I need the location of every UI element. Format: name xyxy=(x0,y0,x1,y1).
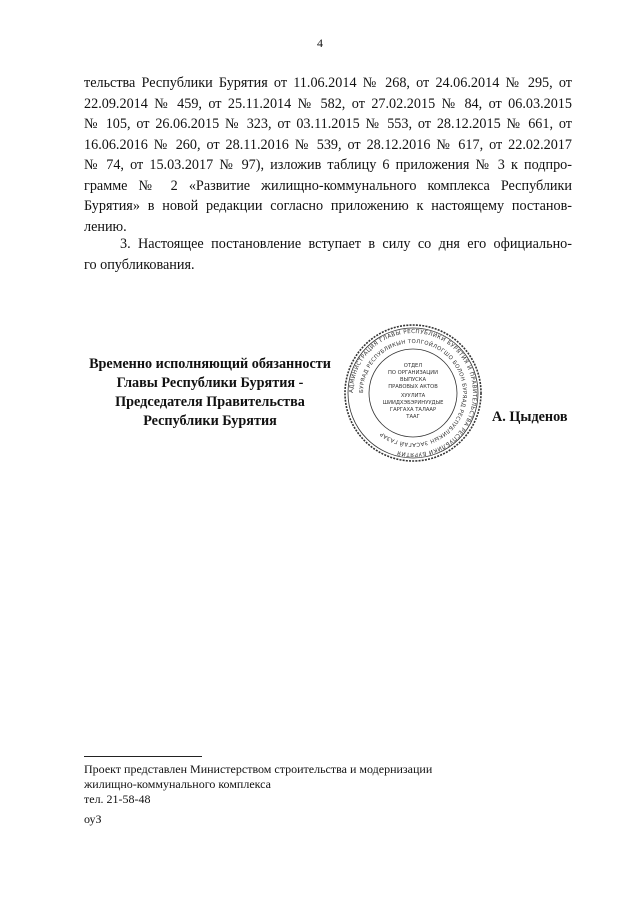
signatory-title-line: Республики Бурятия xyxy=(143,413,277,429)
text-line: Бурятия» в новой редакции согласно приложению к настоящему постанов- xyxy=(84,198,572,214)
seal-outer-text: АДМИНИСТРАЦИЯ ГЛАВЫ РЕСПУБЛИКИ БУРЯТИЯ И ПРАВИТЕЛЬСТВА РЕСПУБЛИКИ БУРЯТИЯ xyxy=(348,328,478,458)
signatory-title-line: Главы Республики Бурятия - xyxy=(116,375,304,391)
seal-inner-text: БУРЯАД РЕСПУБЛИКЫН ТОЛГОЙЛОГШО БОЛОН БУРЯАД РЕСПУБЛИКЫН ЗАСАГАЙ ГАЗАР xyxy=(358,338,468,448)
text-line: 3. Настоящее постановление вступает в силу со дня его официально- xyxy=(120,236,572,252)
text-line: го опубликования. xyxy=(84,256,195,273)
signatory-title xyxy=(80,355,340,431)
footnote-line: Проект представлен Министерством строительства и модернизации xyxy=(84,762,433,776)
seal-center-line: ГАРГАХА ТАЛААР xyxy=(389,407,437,413)
text-line: № 74, от 15.03.2017 № 97), изложив таблицу 6 приложения № 3 к подпро- xyxy=(84,157,572,173)
page-number: 4 xyxy=(317,36,323,50)
seal-center-line: ТААГ xyxy=(406,414,420,420)
official-seal xyxy=(343,323,483,463)
text-line: 22.09.2014 № 459, от 25.11.2014 № 582, от 27.02.2015 № 84, от 06.03.2015 xyxy=(84,95,572,112)
text-line: лению. xyxy=(84,218,127,235)
footnote-line: жилищно-коммунального комплекса xyxy=(84,777,271,791)
signatory-title-line: Председателя Правительства xyxy=(115,394,305,410)
seal-center-line: ПО ОРГАНИЗАЦИИ xyxy=(387,370,439,376)
signatory-title-line: Временно исполняющий обязанности xyxy=(89,356,331,372)
paragraph-effective-date xyxy=(84,234,572,275)
seal-center-line: ШИИДХЭБЭРИНУУДЫЕ xyxy=(382,400,444,406)
text-line: тельства Республики Бурятия от 11.06.2014 № 268, от 24.06.2014 № 295, от xyxy=(84,75,572,91)
text-line: 16.06.2016 № 260, от 28.11.2016 № 539, от 28.12.2016 № 617, от 22.02.2017 xyxy=(84,136,572,153)
seal-center-line: ОТДЕЛ xyxy=(403,363,423,369)
text-line: № 105, от 26.06.2015 № 323, от 03.11.2015 № 553, от 28.12.2015 № 661, от xyxy=(84,116,572,132)
footnote-line: тел. 21-58-48 xyxy=(84,792,151,806)
footnote xyxy=(84,762,432,807)
footnote-divider xyxy=(84,756,202,757)
text-line: грамме № 2 «Развитие жилищно-коммунального комплекса Республики xyxy=(84,177,572,194)
signatory-name: А. Цыденов xyxy=(492,409,568,425)
paragraph-continuation xyxy=(84,73,572,237)
document-code: оуЗ xyxy=(84,812,102,826)
seal-center-line: ХУУЛИТА xyxy=(400,393,426,399)
seal-center-line: ПРАВОВЫХ АКТОВ xyxy=(388,384,438,390)
seal-center-line: ВЫПУСКА xyxy=(399,377,427,383)
